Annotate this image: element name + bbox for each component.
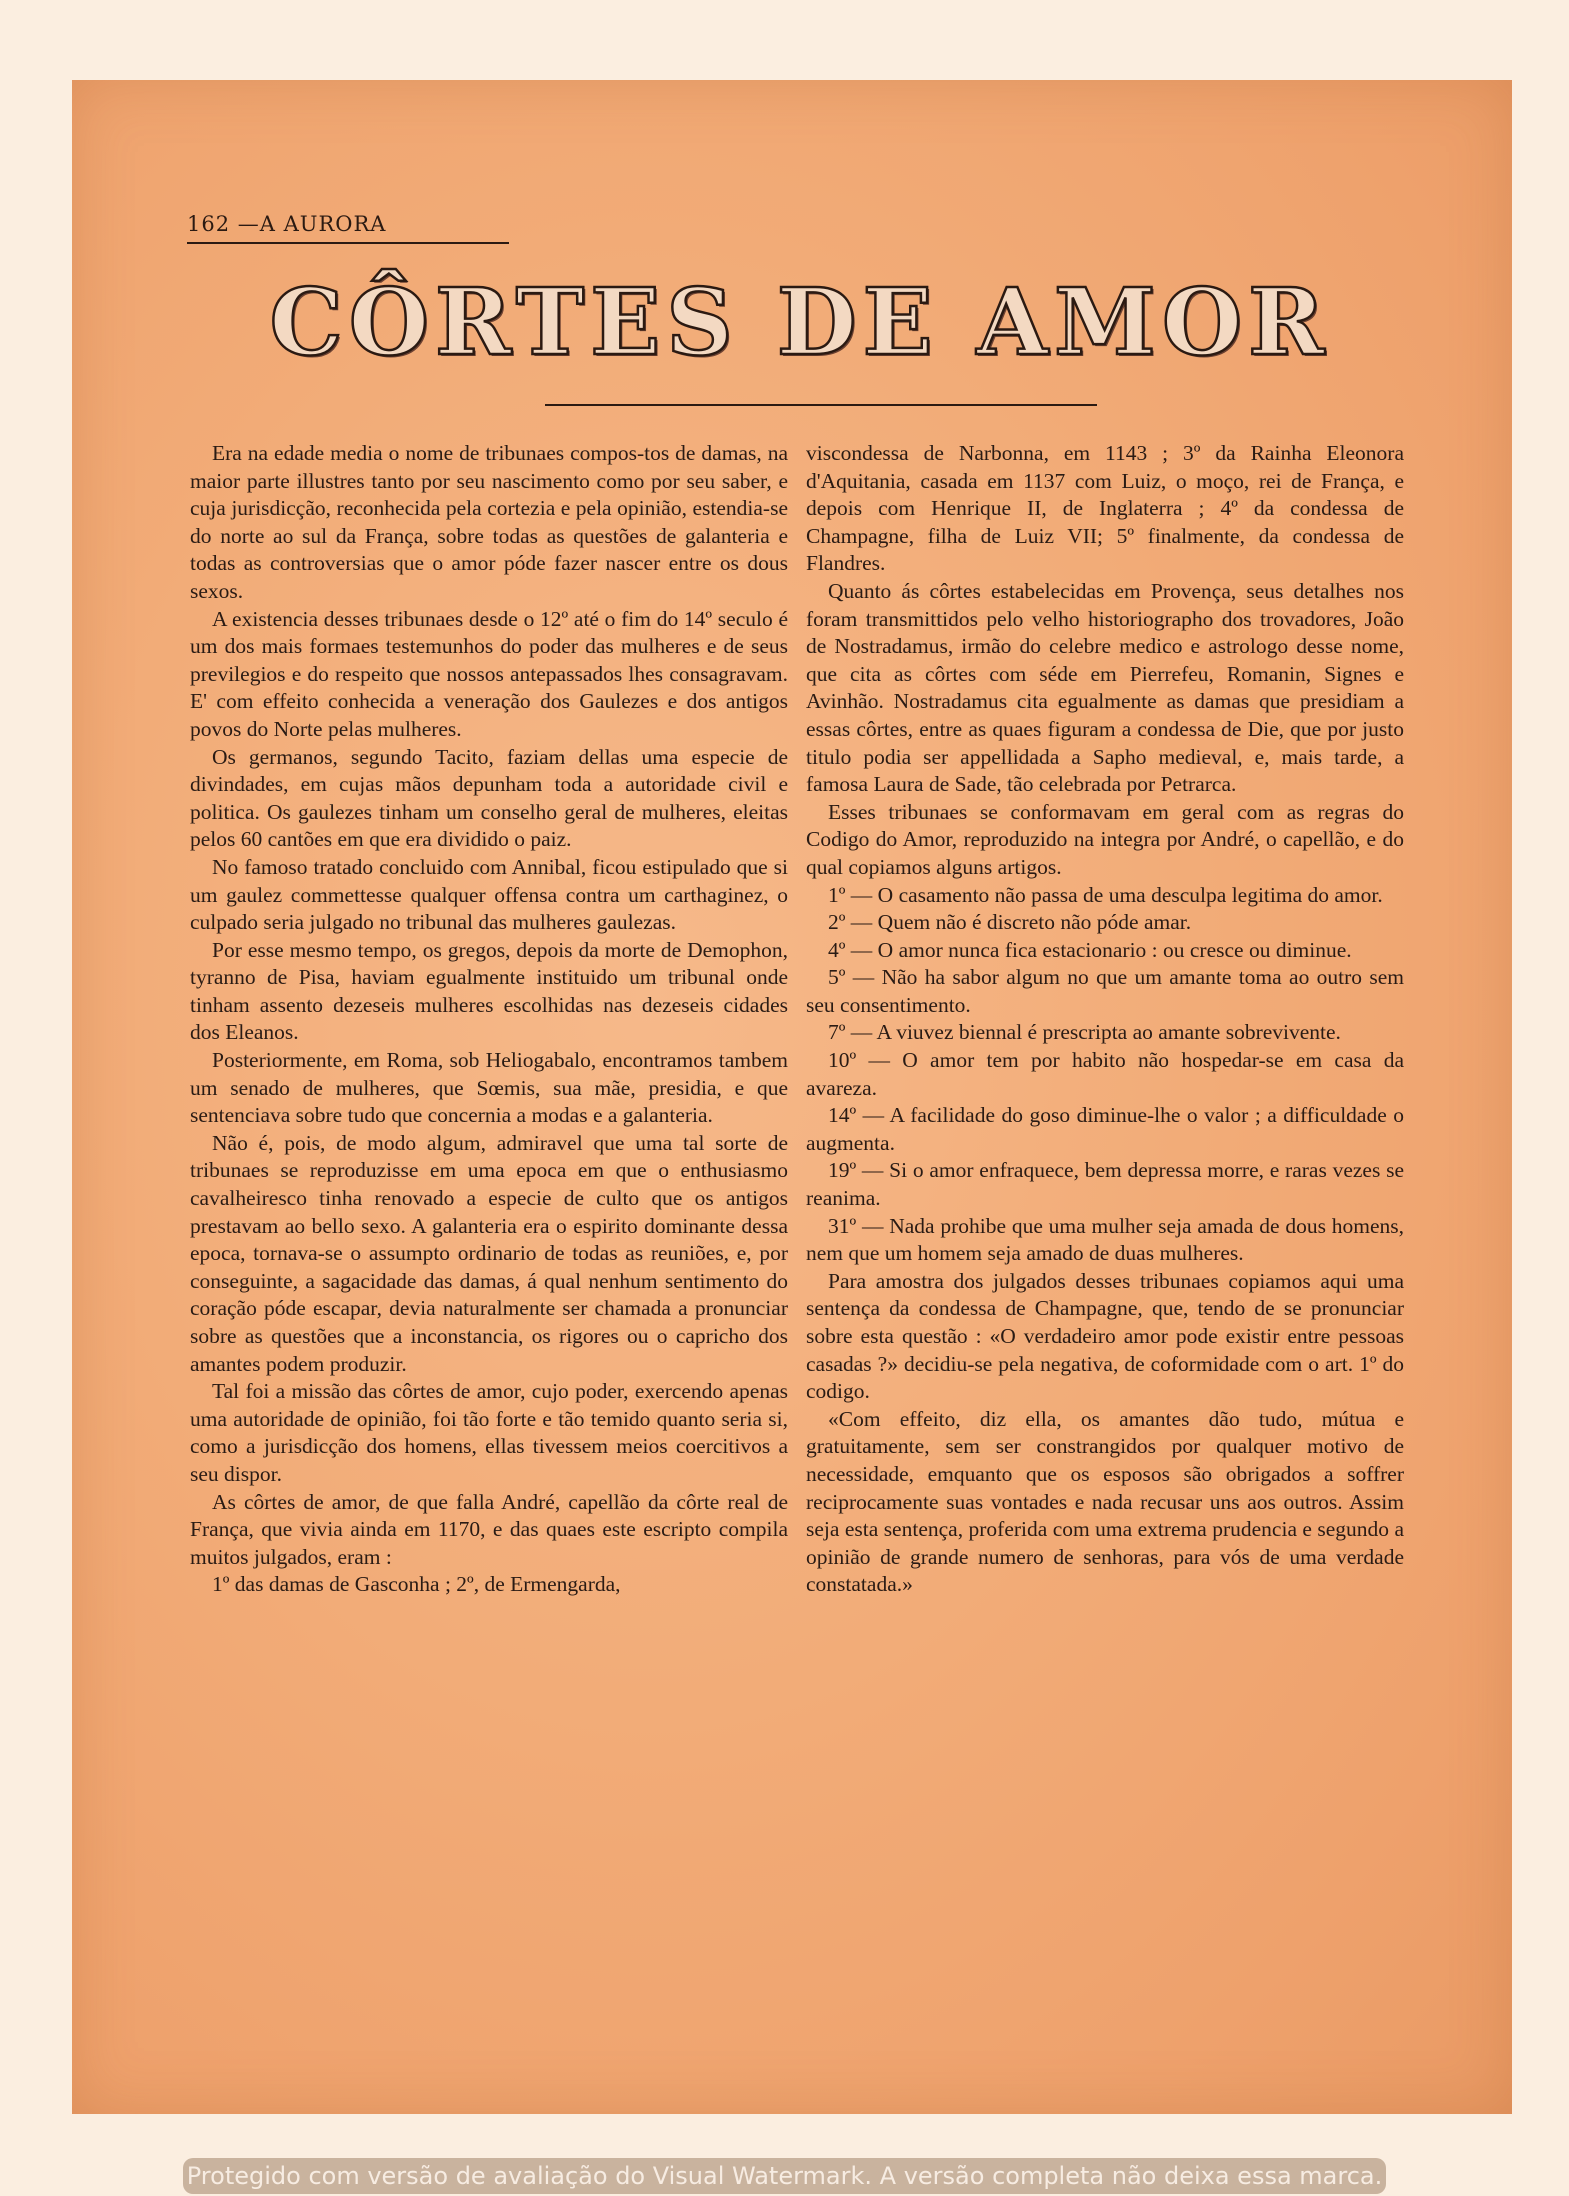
- paragraph: «Com effeito, diz ella, os amantes dão tudo, mútua e gratuitamente, sem ser constrangidos por qualquer motivo de necessidade, emquanto que os esposos são obrigados a soffrer reciprocamente suas vontades e nada recusar uns aos outros. Assim seja esta sentença, proferida com uma extrema prudencia e segundo a opinião de grande numero de senhoras, para vós de uma verdade constatada.»: [806, 1406, 1404, 1597]
- paragraph: As côrtes de amor, de que falla André, capellão da côrte real de França, que vivia ainda em 1170, e das quaes este escripto compila muitos julgados, eram :: [190, 1489, 788, 1569]
- law-article: 7º — A viuvez biennal é prescripta ao amante sobrevivente.: [828, 1020, 1341, 1045]
- law-article: 31º — Nada prohibe que uma mulher seja amada de dous homens, nem que um homem seja amado de duas mulheres.: [806, 1213, 1404, 1266]
- running-head: 162 —A AURORA: [187, 212, 509, 244]
- watermark-notice: Protegido com versão de avaliação do Visual Watermark. A versão completa não deixa essa marca.: [183, 2158, 1386, 2194]
- paragraph: Tal foi a missão das côrtes de amor, cujo poder, exercendo apenas uma autoridade de opinião, foi tão forte e tão temido quanto seria si, como a jurisdicção dos homens, ellas tivessem meios coercitivos a seu dispor.: [190, 1379, 788, 1486]
- article-title: CÔRTES DE AMOR: [269, 268, 1331, 376]
- paragraph: Era na edade media o nome de tribunaes compos-tos de damas, na maior parte illustres tanto por seu nascimento como por seu saber, e cuja jurisdicção, reconhecida pela cortezia e pela opinião, estendia-se do norte ao sul da França, sobre todas as questões de galanteria e todas as controversias que o amor póde fazer nascer entre os dous sexos.: [190, 441, 788, 603]
- law-article: 14º — A facilidade do goso diminue-lhe o valor ; a difficuldade o augmenta.: [806, 1103, 1404, 1155]
- paragraph: 1º das damas de Gasconha ; 2º, de Ermengarda,: [212, 1572, 621, 1597]
- law-article: 19º — Si o amor enfraquece, bem depressa morre, e raras vezes se reanima.: [806, 1158, 1404, 1211]
- left-column: [190, 440, 788, 1599]
- paragraph: Posteriormente, em Roma, sob Heliogabalo, encontramos tambem um senado de mulheres, que Sœmis, sua mãe, presidia, e que sentenciava sobre tudo que concernia a modas e a galanteria.: [190, 1048, 788, 1128]
- paragraph: A existencia desses tribunaes desde o 12º até o fim do 14º seculo é um dos mais formaes testemunhos do poder das mulheres e de seus previlegios e do respeito que nossos antepassados lhes consagravam. E' com effeito conhecida a veneração dos Gaulezes e dos antigos povos do Norte pelas mulheres.: [190, 606, 788, 741]
- law-article: 2º — Quem não é discreto não póde amar.: [828, 910, 1192, 935]
- paragraph: No famoso tratado concluido com Annibal, ficou estipulado que si um gaulez commettesse qualquer offensa contra um carthaginez, o culpado seria julgado no tribunal das mulheres gaulezas.: [190, 854, 788, 935]
- paragraph: Não é, pois, de modo algum, admiravel que uma tal sorte de tribunaes se reproduzisse em uma epoca em que o enthusiasmo cavalheiresco tinha renovado a especie de culto que os antigos prestavam ao bello sexo. A galanteria era o espirito dominante dessa epoca, tornava-se o assumpto ordinario de todas as reuniões, e, por conseguinte, a sagacidade das damas, á qual nenhum sentimento do coração póde escapar, devia naturalmente ser chamada a pronunciar sobre as questões que a inconstancia, os rigores ou o capricho dos amantes podem produzir.: [190, 1130, 788, 1376]
- paragraph: Esses tribunaes se conformavam em geral com as regras do Codigo do Amor, reproduzido na integra por André, o capellão, e do qual copiamos alguns artigos.: [806, 799, 1404, 879]
- paragraph: Por esse mesmo tempo, os gregos, depois da morte de Demophon, tyranno de Pisa, haviam egualmente instituido um tribunal onde tinham assento dezeseis mulheres escolhidas nas dezeseis cidades dos Eleanos.: [190, 937, 788, 1045]
- law-article: 1º — O casamento não passa de uma desculpa legitima do amor.: [828, 882, 1383, 907]
- paragraph: Para amostra dos julgados desses tribunaes copiamos aqui uma sentença da condessa de Champagne, que, tendo de se pronunciar sobre esta questão : «O verdadeiro amor pode existir entre pessoas casadas ?» decidiu-se pela negativa, de coformidade com o art. 1º do codigo.: [806, 1268, 1404, 1404]
- right-column: [806, 440, 1404, 1599]
- paragraph: viscondessa de Narbonna, em 1143 ; 3º da Rainha Eleonora d'Aquitania, casada em 1137 com Luiz, o moço, rei de França, e depois com Henrique II, de Inglaterra ; 4º da condessa de Champagne, filha de Luiz VII; 5º finalmente, da condessa de Flandres.: [806, 441, 1404, 576]
- law-article: 5º — Não ha sabor algum no que um amante toma ao outro sem seu consentimento.: [806, 965, 1404, 1017]
- title-rule: [545, 404, 1097, 406]
- law-article: 4º — O amor nunca fica estacionario : ou cresce ou diminue.: [828, 937, 1352, 962]
- paragraph: Quanto ás côrtes estabelecidas em Provença, seus detalhes nos foram transmittidos pelo velho historiographo dos trovadores, João de Nostradamus, irmão do celebre medico e astrologo desse nome, que cita as côrtes com séde em Pierrefeu, Romanin, Signes e Avinhão. Nostradamus cita egualmente as damas que presidiam a essas côrtes, entre as quaes figuram a condessa de Die, que por justo titulo podia ser appellidada a Sapho medieval, e, mais tarde, a famosa Laura de Sade, tão celebrada por Petrarca.: [806, 578, 1404, 797]
- law-article: 10º — O amor tem por habito não hospedar-se em casa da avareza.: [806, 1048, 1404, 1100]
- paragraph: Os germanos, segundo Tacito, faziam dellas uma especie de divindades, em cujas mãos depunham toda a autoridade civil e politica. Os gaulezes tinham um conselho geral de mulheres, eleitas pelos 60 cantões em que era dividido o paiz.: [190, 744, 788, 852]
